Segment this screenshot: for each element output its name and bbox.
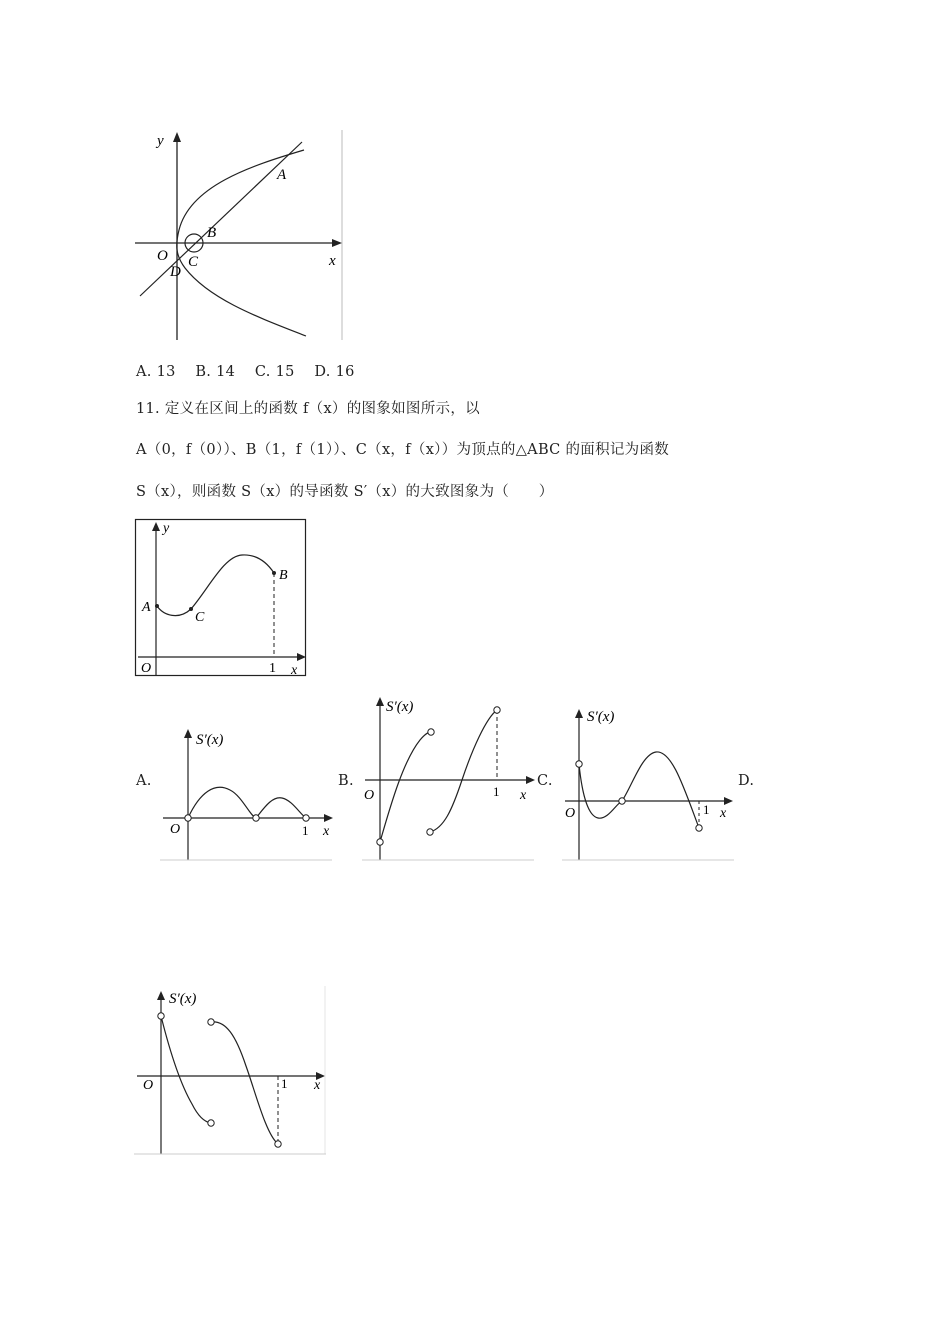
label-A: A (142, 600, 151, 615)
option-D-label: D. (738, 773, 755, 789)
open-point-4 (494, 707, 500, 713)
x-axis-arrow (724, 797, 733, 805)
x-axis-arrow (324, 814, 333, 822)
q11-line3: S（x），则函数 S（x）的导函数 S′（x）的大致图象为（ ） (136, 484, 554, 500)
option-A-label: A. (136, 773, 152, 789)
label-origin: O (170, 822, 181, 837)
open-point-3 (208, 1019, 214, 1025)
label-one: 1 (269, 661, 276, 676)
f-curve (157, 555, 274, 616)
label-x: x (314, 1078, 321, 1093)
point-B (272, 571, 276, 575)
s-prime-curve-left (380, 732, 431, 842)
label-x: x (520, 788, 527, 803)
x-axis-arrow (526, 776, 535, 784)
secant-line (140, 142, 302, 296)
point-C (189, 607, 193, 611)
open-point-3 (427, 829, 433, 835)
y-axis-arrow (376, 697, 384, 706)
label-x: x (291, 663, 298, 678)
label-origin: O (157, 248, 168, 264)
label-B: B (279, 568, 288, 583)
open-point-3 (696, 825, 702, 831)
q11-line1: 11. 定义在区间上的函数 f（x）的图象如图所示，以 (136, 401, 480, 417)
label-y: y (157, 133, 164, 149)
label-origin: O (143, 1078, 154, 1093)
axis-label: S′(x) (587, 709, 615, 725)
axis-label: S′(x) (169, 991, 197, 1007)
open-point-2 (428, 729, 434, 735)
axis-label: S′(x) (196, 732, 224, 748)
open-point-1 (576, 761, 582, 767)
label-D: D (170, 264, 181, 280)
label-C: C (195, 610, 205, 625)
open-point-3 (303, 815, 309, 821)
axis-label: S′(x) (386, 699, 414, 715)
open-point-2 (208, 1120, 214, 1126)
label-x: x (720, 806, 727, 821)
label-x: x (329, 253, 336, 269)
q11-line2: A（0，f（0））、B（1，f（1））、C（x，f（x））为顶点的△ABC 的面积记为函数 (136, 442, 670, 458)
q10-options: A. 13 B. 14 C. 15 D. 16 (136, 364, 355, 380)
option-C-graph (562, 704, 740, 862)
label-y: y (163, 521, 170, 536)
s-prime-curve (579, 752, 699, 828)
y-axis-arrow (173, 132, 181, 142)
label-C: C (188, 254, 199, 270)
x-axis-arrow (297, 653, 306, 661)
label-one: 1 (703, 802, 710, 817)
open-point-2 (619, 798, 625, 804)
label-origin: O (565, 806, 576, 821)
figure-f-graph (134, 518, 308, 678)
label-one: 1 (302, 823, 309, 838)
option-D-graph (134, 984, 330, 1156)
label-A: A (277, 167, 287, 183)
open-point-1 (377, 839, 383, 845)
label-origin: O (141, 661, 152, 676)
option-B-label: B. (338, 773, 354, 789)
y-axis-arrow (152, 522, 160, 531)
y-axis-arrow (575, 709, 583, 718)
figure-frame (136, 520, 306, 676)
open-point-1 (158, 1013, 164, 1019)
point-A (155, 604, 159, 608)
open-point-4 (275, 1141, 281, 1147)
y-axis-arrow (157, 991, 165, 1000)
label-x: x (323, 824, 330, 839)
option-C-label: C. (537, 773, 553, 789)
figure-parabola-line (130, 128, 350, 344)
s-prime-curve-right (430, 710, 497, 832)
open-point-1 (185, 815, 191, 821)
s-prime-curve-left (161, 1016, 211, 1123)
s-prime-curve (188, 787, 306, 818)
x-axis-arrow (332, 239, 342, 247)
label-origin: O (364, 788, 375, 803)
y-axis-arrow (184, 729, 192, 738)
label-B: B (207, 225, 217, 241)
s-prime-curve-right (211, 1022, 278, 1144)
label-one: 1 (281, 1076, 288, 1091)
label-one: 1 (493, 784, 500, 799)
option-A-graph (160, 722, 338, 862)
open-point-2 (253, 815, 259, 821)
option-B-graph (362, 690, 540, 862)
